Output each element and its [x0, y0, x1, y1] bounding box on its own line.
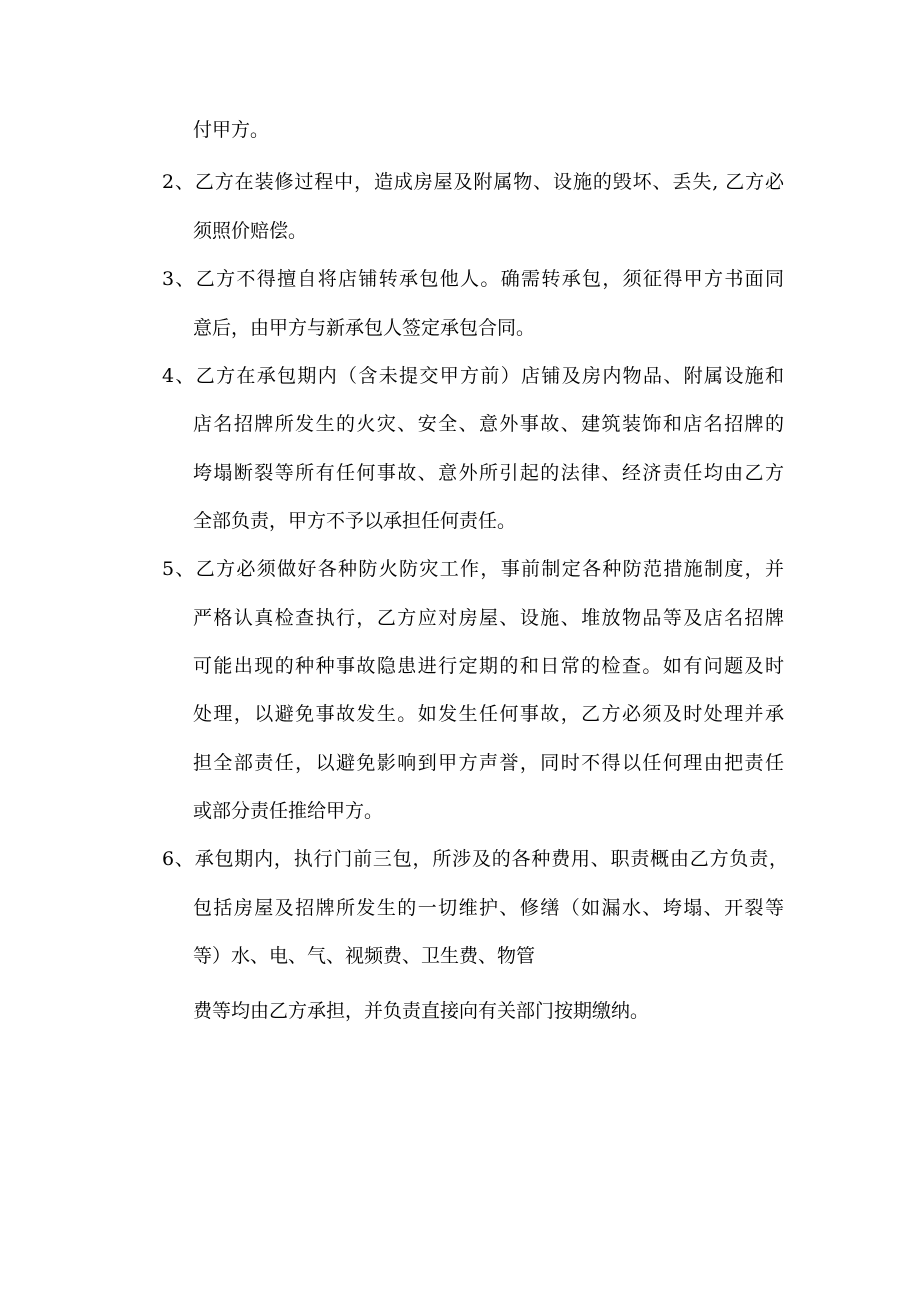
list-item-5-line-5: 担全部责任，以避免影响到甲方声誉，同时不得以任何理由把责任	[193, 752, 784, 774]
list-item-2-line-2: 须照价赔偿。	[193, 220, 308, 242]
list-item-5-line-2: 严格认真检查执行，乙方应对房屋、设施、堆放物品等及店名招牌	[193, 607, 784, 629]
text-line: 付甲方。	[193, 119, 270, 141]
list-item-2-line-1: 2、乙方在装修过程中，造成房屋及附属物、设施的毁坏、丢失, 乙方必	[162, 171, 784, 193]
list-item-6-line-4: 费等均由乙方承担，并负责直接向有关部门按期缴纳。	[193, 1000, 650, 1022]
list-item-4-line-3: 垮塌断裂等所有任何事故、意外所引起的法律、经济责任均由乙方	[193, 462, 784, 484]
list-item-5-line-1: 5、乙方必须做好各种防火防灾工作，事前制定各种防范措施制度，并	[162, 558, 784, 580]
list-item-6-line-3: 等）水、电、气、视频费、卫生费、物管	[193, 945, 536, 967]
list-item-6-line-1: 6、承包期内，执行门前三包，所涉及的各种费用、职责概由乙方负责，	[162, 848, 788, 870]
list-item-6-line-2: 包括房屋及招牌所发生的一切维护、修缮（如漏水、垮塌、开裂等	[193, 897, 784, 919]
list-item-3-line-1: 3、乙方不得擅自将店铺转承包他人。确需转承包，须征得甲方书面同	[162, 268, 784, 290]
list-item-4-line-1: 4、乙方在承包期内（含未提交甲方前）店铺及房内物品、附属设施和	[162, 365, 784, 387]
list-item-3-line-2: 意后，由甲方与新承包人签定承包合同。	[193, 317, 536, 339]
list-item-4-line-2: 店名招牌所发生的火灾、安全、意外事故、建筑装饰和店名招牌的	[193, 413, 784, 435]
list-item-5-line-3: 可能出现的种种事故隐患进行定期的和日常的检查。如有问题及时	[193, 655, 784, 677]
list-item-5-line-6: 或部分责任推给甲方。	[193, 800, 384, 822]
list-item-5-line-4: 处理，以避免事故发生。如发生任何事故，乙方必须及时处理并承	[193, 703, 784, 725]
list-item-4-line-4: 全部负责，甲方不予以承担任何责任。	[193, 510, 517, 532]
